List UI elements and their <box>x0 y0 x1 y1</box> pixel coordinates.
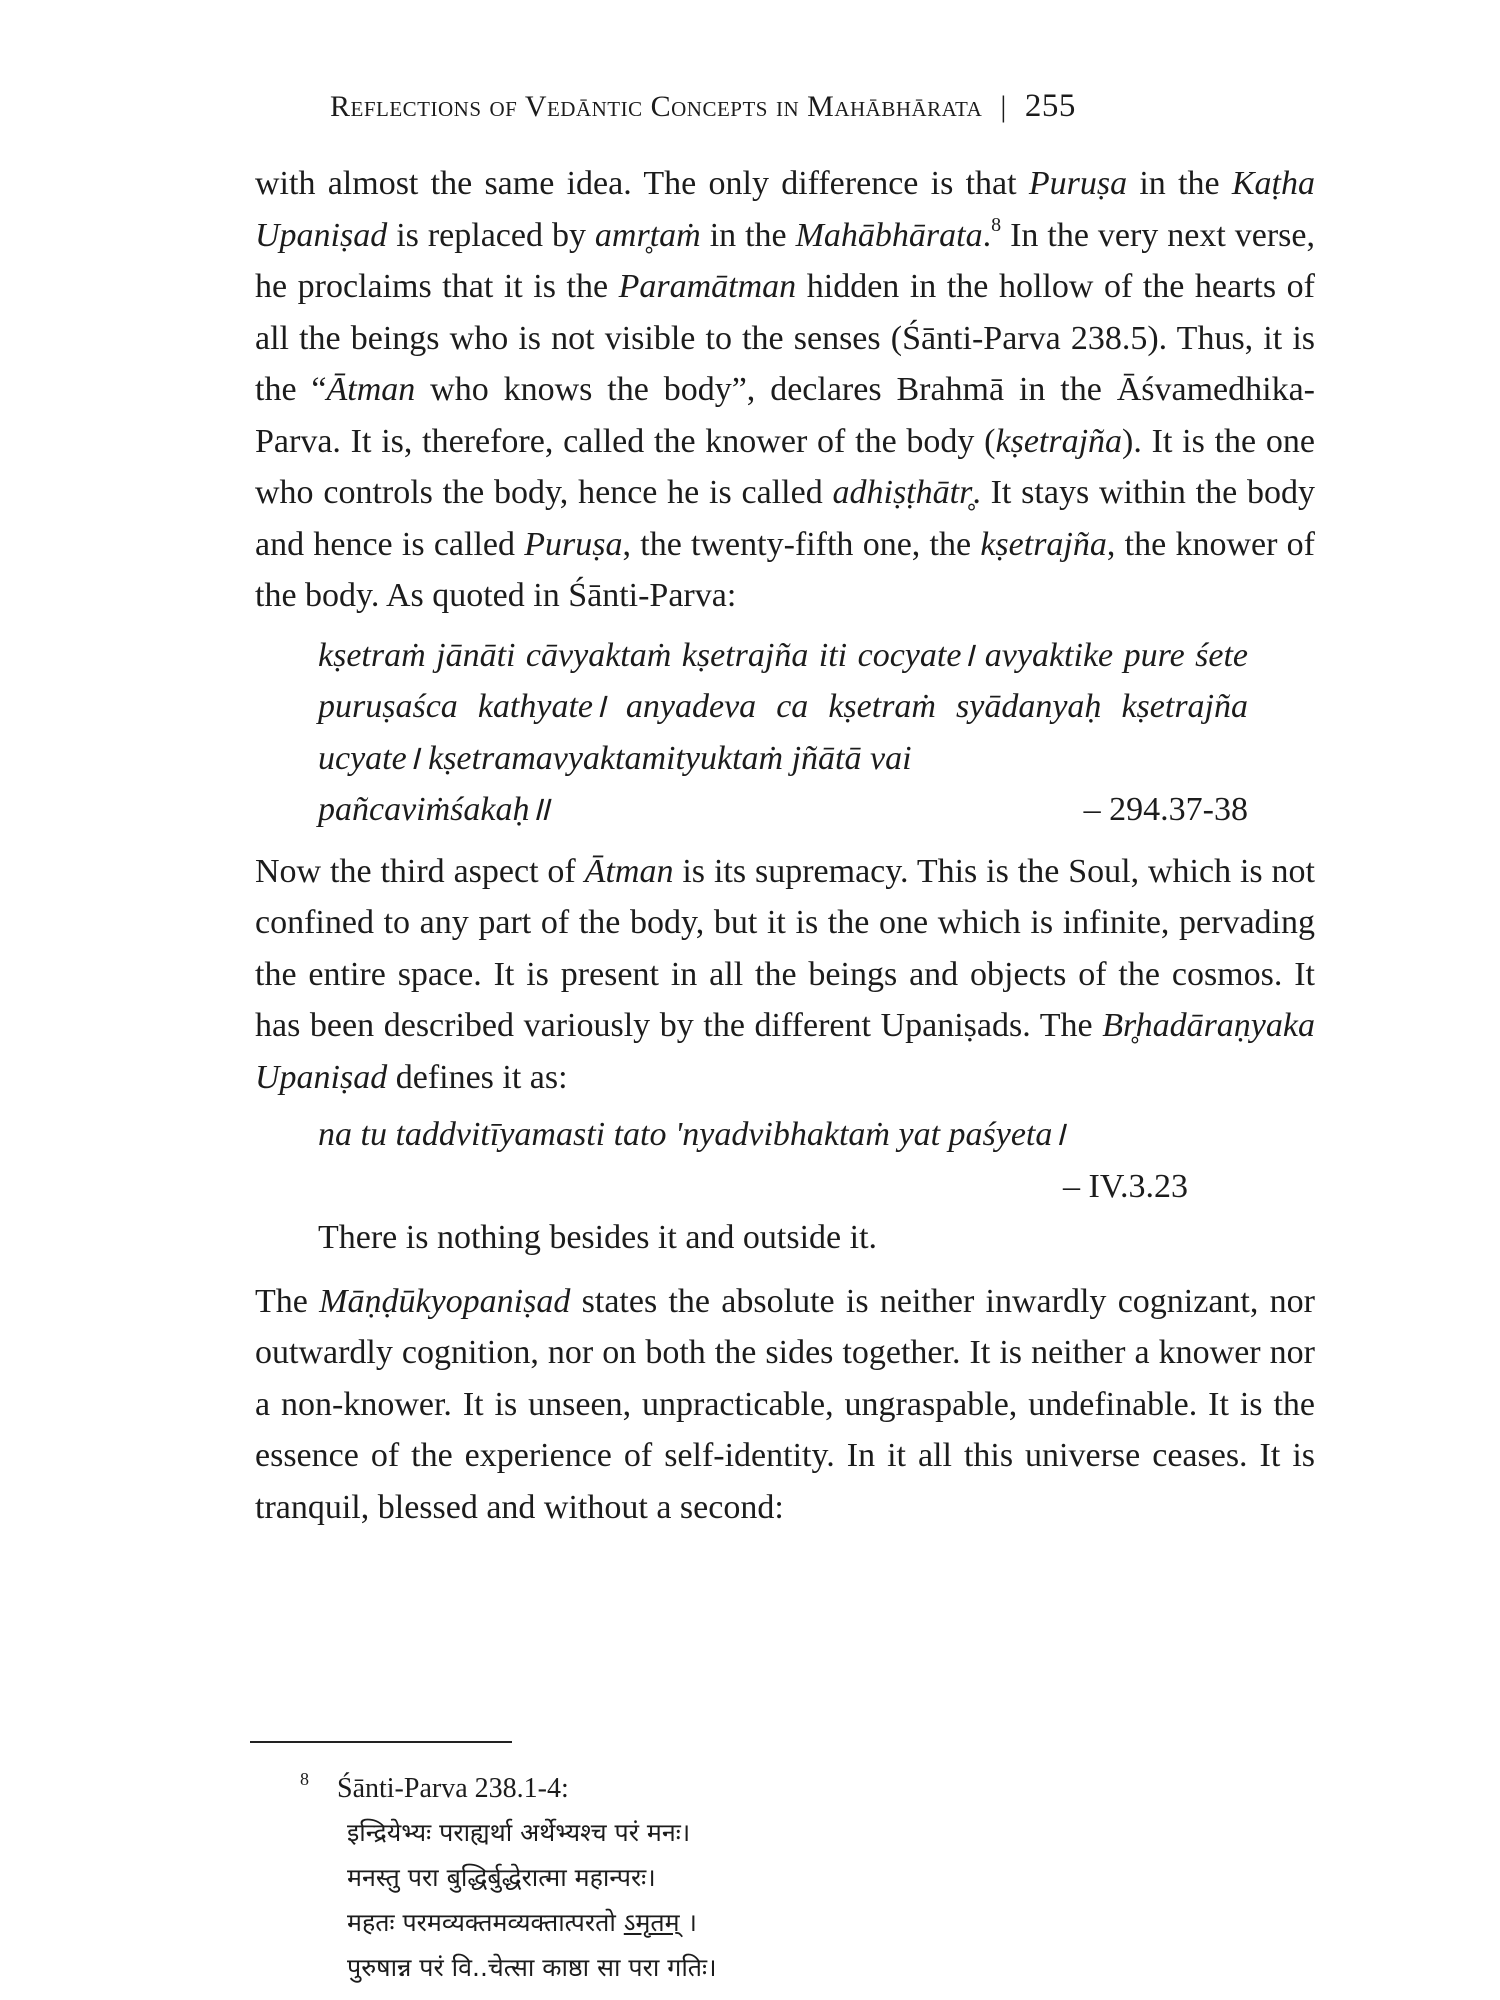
text-run: in the <box>1127 165 1232 202</box>
devanagari-line-2: मनस्तु परा बुद्धिर्बुद्धेरात्मा महान्परः। <box>347 1863 656 1892</box>
text-run: The <box>255 1282 320 1320</box>
text-run: Now the third aspect of <box>255 852 585 890</box>
devanagari-line-4: पुरुषान्न परं वि..चेत्सा काष्ठा सा परा गतिः। <box>347 1953 717 1982</box>
italic-term: Puruṣa <box>524 525 623 563</box>
text-run: . It stays within the body and hence is called <box>255 474 1315 563</box>
footnote-mark: 8 <box>300 1769 309 1789</box>
italic-term: Māṇḍūkyopaniṣad <box>319 1282 571 1320</box>
page-number: 255 <box>1024 88 1076 124</box>
sanskrit-quote-2: na tu taddvitīyamasti tato 'nyadvibhaktaṁ yat paśyeta। <box>318 1116 1066 1153</box>
footnote-divider <box>250 1741 512 1743</box>
text-run: in the <box>700 216 796 254</box>
text-run: defines it as: <box>387 1058 568 1096</box>
text-run: hidden in the hollow of the hearts of all the beings who is not visible to the senses (Śānti-Parva 238.5). Thus, it is the “ <box>255 268 1315 408</box>
quote-2-reference: – IV.3.23 <box>1063 1167 1188 1205</box>
italic-term: Puruṣa <box>1028 165 1128 202</box>
text-run: महतः परमव्यक्तमव्यक्तात्परतो <box>347 1908 624 1937</box>
sanskrit-quote-1 <box>318 630 1248 836</box>
footnote-source: Śānti-Parva 238.1-4: <box>337 1773 569 1804</box>
italic-term: Br̥hadāraṇyaka Upaniṣad <box>255 1007 1315 1096</box>
quote-last-line: pañcaviṁśakaḥ॥ <box>318 791 550 828</box>
body-text <box>255 158 1315 1533</box>
text-run: is replaced by <box>387 216 595 254</box>
text-run: । <box>679 1908 698 1937</box>
italic-term: kṣetrajña <box>995 422 1123 460</box>
italic-term: amr̥taṁ <box>594 216 701 254</box>
underlined-word: ऽमृतम् <box>623 1908 680 1937</box>
italic-term: Ātman <box>326 371 416 408</box>
text-run: ). It is the one who controls the body, hence he is called <box>255 422 1315 511</box>
italic-term: kṣetrajña <box>980 525 1107 563</box>
devanagari-line-1: इन्द्रियेभ्यः पराह्यर्था अर्थेभ्यश्च परं मनः। <box>347 1818 691 1847</box>
italic-term: Paramātman <box>618 268 797 305</box>
text-run: with almost the same idea. The only difference is that <box>255 165 1029 202</box>
paragraph-2 <box>255 846 1315 1104</box>
paragraph-1: with almost the same idea. The only difference is that Puruṣa in the Kaṭha Upaniṣad is replaced by amr̥taṁ in the Mahābhārata.$^8$ In the very next verse, he proclaims that it is the Paramātman hidden in the hollow of the hearts of all the beings who is not visible to the senses (Śānti-Parva 238.5). Thus, it is the “Ātman who knows the body”, declares Brahmā in the Āśvamedhika-Parva. It is, therefore, called the knower of the body (kṣetrajña). It is the one who controls the body, hence he is called adhiṣṭhātr̥. It stays within the body and hence is called Puruṣa, the twenty-fifth one, the kṣetrajña, the knower of the body. As quoted in Śānti-Parva: <box>255 165 1315 614</box>
text-run: is its supremacy. This is the Soul, which is not confined to any part of the body, but it is the one which is infinite, pervading the entire space. It is present in all the beings and objects of the cosmos. It has been described variously by the different Upaniṣads. The <box>255 852 1315 1044</box>
text-run: states the absolute is neither inwardly cognizant, nor outwardly cognition, nor on both the sides together. It is neither a knower nor a non-knower. It is unseen, unpracticable, ungraspable, undefinable. It is the essence of the experience of self-identity. In it all this universe ceases. It is tranquil, blessed and without a second: <box>255 1282 1315 1526</box>
header-title: Reflections of Vedāntic Concepts in Mahābhārata <box>330 90 983 123</box>
header-separator: | <box>1000 90 1007 123</box>
italic-term: Ātman <box>584 852 674 890</box>
italic-term: Mahābhārata <box>795 216 983 254</box>
devanagari-line-3 <box>347 1900 1200 1945</box>
italic-term: adhiṣṭhātr̥ <box>832 474 973 511</box>
text-run: , the twenty-fifth one, the <box>622 525 981 563</box>
running-header <box>330 88 1320 125</box>
text-run: In the very next verse, he proclaims that it is the <box>255 216 1315 305</box>
text-run: , the knower of the body. As quoted in Śānti-Parva: <box>255 525 1315 614</box>
text-run: who knows the body”, declares Brahmā in the Āśvamedhika-Parva. It is, therefore, called the knower of the body ( <box>255 371 1315 460</box>
footnote-ref[interactable]: 8 <box>991 213 1002 236</box>
paragraph-3 <box>255 1276 1315 1534</box>
quote-2-translation: There is nothing besides it and outside it. <box>318 1219 878 1256</box>
italic-term: Kaṭha Upaniṣad <box>255 165 1315 254</box>
quote-reference: – 294.37-38 <box>1083 791 1248 828</box>
quote-text: kṣetraṁ jānāti cāvyaktaṁ kṣetrajña iti cocyate। avyaktike pure śete puruṣaśca kathyate। anyadeva ca kṣetraṁ syādanyaḥ kṣetrajña ucyate। kṣetramavyaktamityuktaṁ jñātā vai <box>318 636 1248 777</box>
footnote <box>300 1758 1200 1990</box>
